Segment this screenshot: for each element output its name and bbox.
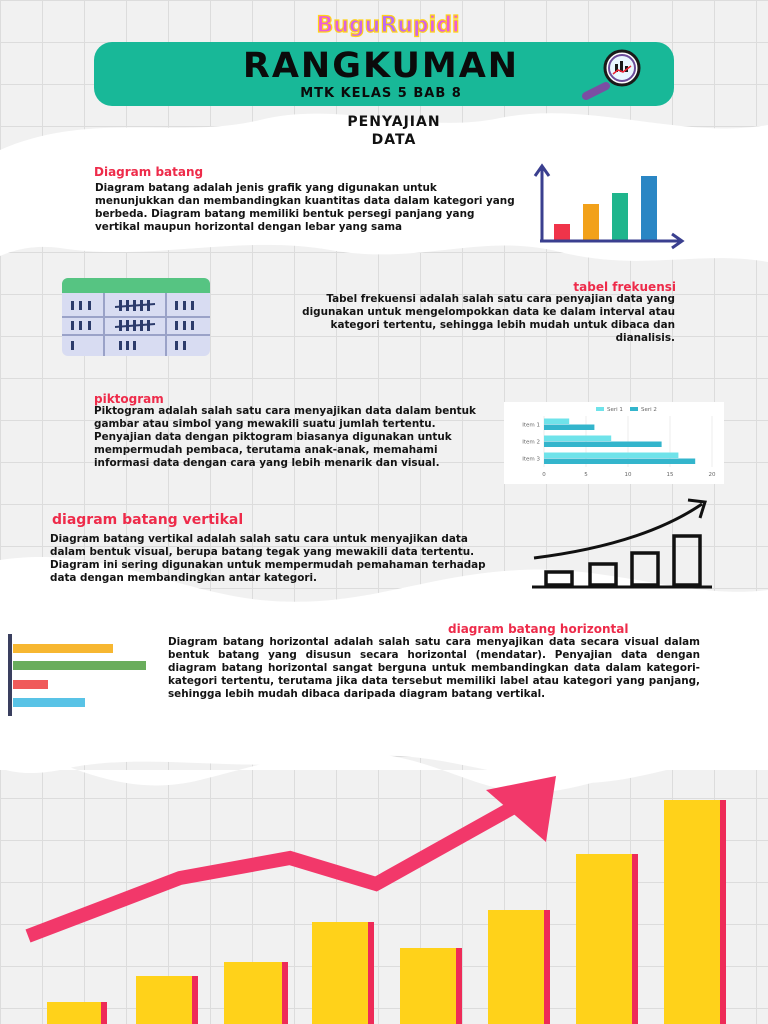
mini-chart-tick-label: 15 — [666, 472, 674, 478]
frequency-table-icon — [61, 277, 211, 357]
bar-chart-icon — [524, 160, 690, 252]
mini-chart-category-label: Item 2 — [522, 439, 540, 446]
brand-logo — [308, 8, 468, 40]
decorative-bars — [47, 800, 726, 1024]
mini-chart-bar — [544, 425, 594, 431]
piktogram-text: Piktogram adalah salah satu cara menyajikan data dalam bentuk gambar atau simbol yang mewakili suatu jumlah tertentu. Penyajian data dengan piktogram biasanya digunakan untuk mempermudah pembaca, terutama anak-anak, memahami informasi data dengan cara yang lebih menarik dan visual. — [94, 405, 476, 469]
mini-chart-bar — [544, 453, 678, 459]
mini-chart-category-label: Item 3 — [522, 456, 540, 463]
diagram-batang-vertikal-title: diagram batang vertikal — [52, 512, 244, 528]
mini-chart-tick-label: 5 — [584, 472, 588, 478]
diagram-batang-horizontal-title: diagram batang horizontal — [448, 622, 629, 636]
piktogram-title: piktogram — [94, 392, 164, 406]
mini-chart-bar — [544, 442, 662, 448]
mini-chart-legend-swatch — [630, 407, 638, 411]
page-title: RANGKUMAN — [242, 46, 520, 86]
horizontal-bar-icon — [6, 632, 156, 718]
diagram-batang-horizontal-text: Diagram batang horizontal adalah salah satu cara menyajikan data secara visual dalam bentuk batang yang disusun secara horizontal (mendatar). Penyajian data dengan diagram batang horizontal sangat berguna untuk membandingkan data dalam kategori-kategori tertentu, terutama jika data tersebut memiliki label atau kategori yang panjang, sehingga lebih mudah dibaca daripada diagram batang vertikal. — [168, 636, 700, 700]
section-heading — [284, 113, 504, 149]
diagram-batang-text: Diagram batang adalah jenis grafik yang digunakan untuk menunjukkan dan membandingkan kuantitas data dalam kategori yang berbeda. Diagram batang memiliki bentuk persegi panjang yang vertikal maupun horizontal dengan lebar yang sama — [95, 182, 515, 233]
growth-chart-icon — [528, 494, 714, 590]
page-subheading: MTK KELAS 5 BAB 8 — [300, 86, 462, 101]
diagram-batang-vertikal-text: Diagram batang vertikal adalah salah satu cara untuk menyajikan data dalam bentuk visual, berupa batang tegak yang mewakili data tertentu. Diagram ini sering digunakan untuk mempermudah pemahaman terhadap data dengan membandingkan antar kategori. — [50, 533, 486, 584]
mini-chart-legend-label: Seri 1 — [607, 407, 623, 413]
mini-chart-tick-label: 20 — [708, 472, 716, 478]
diagram-batang-title: Diagram batang — [94, 165, 204, 179]
mini-chart-legend-swatch — [596, 407, 604, 411]
section-heading-line2: DATA — [371, 132, 417, 148]
mini-chart-bar — [544, 436, 611, 442]
tabel-frekuensi-title: tabel frekuensi — [573, 280, 676, 294]
tabel-frekuensi-text: Tabel frekuensi adalah salah satu cara penyajian data yang digunakan untuk mengelompokkan data ke dalam interval atau kategori tertentu, sehingga lebih mudah untuk dibaca dan dianalisis. — [302, 293, 675, 344]
mini-chart-tick-label: 10 — [624, 472, 632, 478]
magnifier-chart-icon — [578, 48, 658, 100]
mini-chart-bar — [544, 419, 569, 425]
mini-chart-legend-label: Seri 2 — [641, 407, 657, 413]
mini-chart-tick-label: 0 — [542, 472, 546, 478]
decorative-growth-chart — [0, 760, 768, 1024]
logo-text: BuguRupidi — [316, 13, 460, 38]
logo-text-art — [308, 8, 468, 40]
mini-chart-bar — [544, 459, 695, 465]
section-heading-line1: PENYAJIAN — [347, 114, 441, 130]
mini-bar-chart — [504, 402, 724, 484]
mini-chart-category-label: Item 1 — [522, 422, 540, 429]
